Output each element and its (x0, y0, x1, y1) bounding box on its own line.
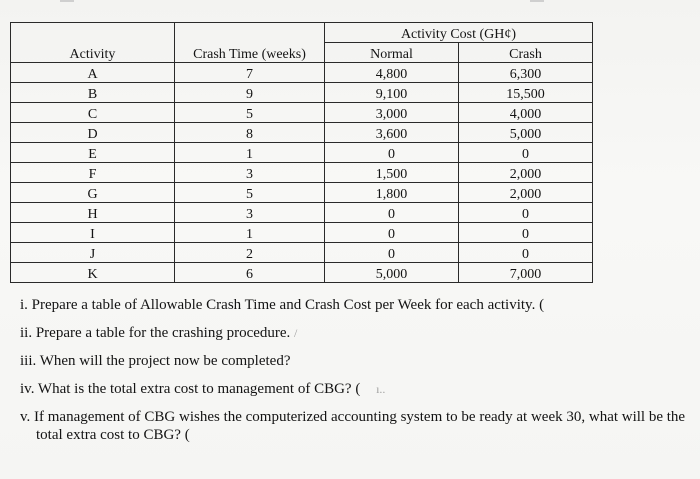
normal-cost-cell: 0 (325, 223, 459, 243)
table-row (11, 223, 593, 243)
crash-time-cell: 7 (175, 63, 325, 83)
header-normal: Normal (325, 43, 459, 63)
header-activity-cost: Activity Cost (GH¢) (325, 23, 593, 43)
crash-cost-cell: 0 (459, 143, 593, 163)
table-row (11, 203, 593, 223)
crash-cost-table (10, 22, 593, 283)
activity-cell: A (11, 63, 175, 83)
activity-cell: C (11, 103, 175, 123)
table-row (11, 103, 593, 123)
activity-cell: J (11, 243, 175, 263)
top-edge-mark (60, 0, 74, 2)
crash-time-cell: 1 (175, 223, 325, 243)
question-iv (20, 380, 692, 398)
question-text: v. If management of CBG wishes the computerized accounting system to be ready at week 30, what will be the total extra cost to CBG? ( (20, 409, 686, 443)
normal-cost-cell: 9,100 (325, 83, 459, 103)
crash-time-cell: 5 (175, 183, 325, 203)
crash-time-cell: 5 (175, 103, 325, 123)
pen-mark: / (294, 326, 298, 340)
normal-cost-cell: 4,800 (325, 63, 459, 83)
crash-cost-cell: 4,000 (459, 103, 593, 123)
crash-time-cell: 3 (175, 163, 325, 183)
activity-cell: F (11, 163, 175, 183)
activity-cell: H (11, 203, 175, 223)
crash-time-cell: 9 (175, 83, 325, 103)
question-text: ii. Prepare a table for the crashing procedure. (20, 325, 291, 341)
question-text: iii. When will the project now be completed? (20, 353, 291, 369)
normal-cost-cell: 3,000 (325, 103, 459, 123)
crash-time-cell: 8 (175, 123, 325, 143)
table-row (11, 263, 593, 283)
normal-cost-cell: 0 (325, 243, 459, 263)
crash-cost-cell: 15,500 (459, 83, 593, 103)
normal-cost-cell: 5,000 (325, 263, 459, 283)
question-v (20, 408, 692, 444)
activity-cell: B (11, 83, 175, 103)
normal-cost-cell: 1,500 (325, 163, 459, 183)
activity-cell: E (11, 143, 175, 163)
crash-time-cell: 2 (175, 243, 325, 263)
header-crash: Crash (459, 43, 593, 63)
crash-cost-cell: 5,000 (459, 123, 593, 143)
normal-cost-cell: 0 (325, 143, 459, 163)
question-text: i. Prepare a table of Allowable Crash Time and Crash Cost per Week for each activity. ( (20, 297, 545, 313)
crash-cost-cell: 2,000 (459, 183, 593, 203)
activity-cell: K (11, 263, 175, 283)
crash-time-cell: 1 (175, 143, 325, 163)
table-row (11, 83, 593, 103)
question-list (20, 296, 692, 444)
table-row (11, 63, 593, 83)
activity-cell: I (11, 223, 175, 243)
question-ii (20, 324, 692, 342)
table-row (11, 183, 593, 203)
header-crash-time: Crash Time (weeks) (175, 23, 325, 63)
table-row (11, 163, 593, 183)
activity-cell: G (11, 183, 175, 203)
pen-mark: ı.. (376, 382, 386, 396)
crash-cost-cell: 6,300 (459, 63, 593, 83)
question-i (20, 296, 692, 314)
table-row (11, 243, 593, 263)
normal-cost-cell: 1,800 (325, 183, 459, 203)
crash-cost-cell: 0 (459, 243, 593, 263)
activity-cell: D (11, 123, 175, 143)
crash-cost-cell: 7,000 (459, 263, 593, 283)
table-row (11, 143, 593, 163)
table-row (11, 123, 593, 143)
top-edge-mark (530, 0, 544, 2)
header-activity: Activity (11, 23, 175, 63)
crash-cost-cell: 0 (459, 223, 593, 243)
crash-time-cell: 6 (175, 263, 325, 283)
question-text: iv. What is the total extra cost to management of CBG? ( (20, 381, 361, 397)
question-iii (20, 352, 692, 370)
crash-time-cell: 3 (175, 203, 325, 223)
crash-cost-cell: 2,000 (459, 163, 593, 183)
normal-cost-cell: 3,600 (325, 123, 459, 143)
crash-cost-cell: 0 (459, 203, 593, 223)
normal-cost-cell: 0 (325, 203, 459, 223)
table-body (11, 63, 593, 283)
